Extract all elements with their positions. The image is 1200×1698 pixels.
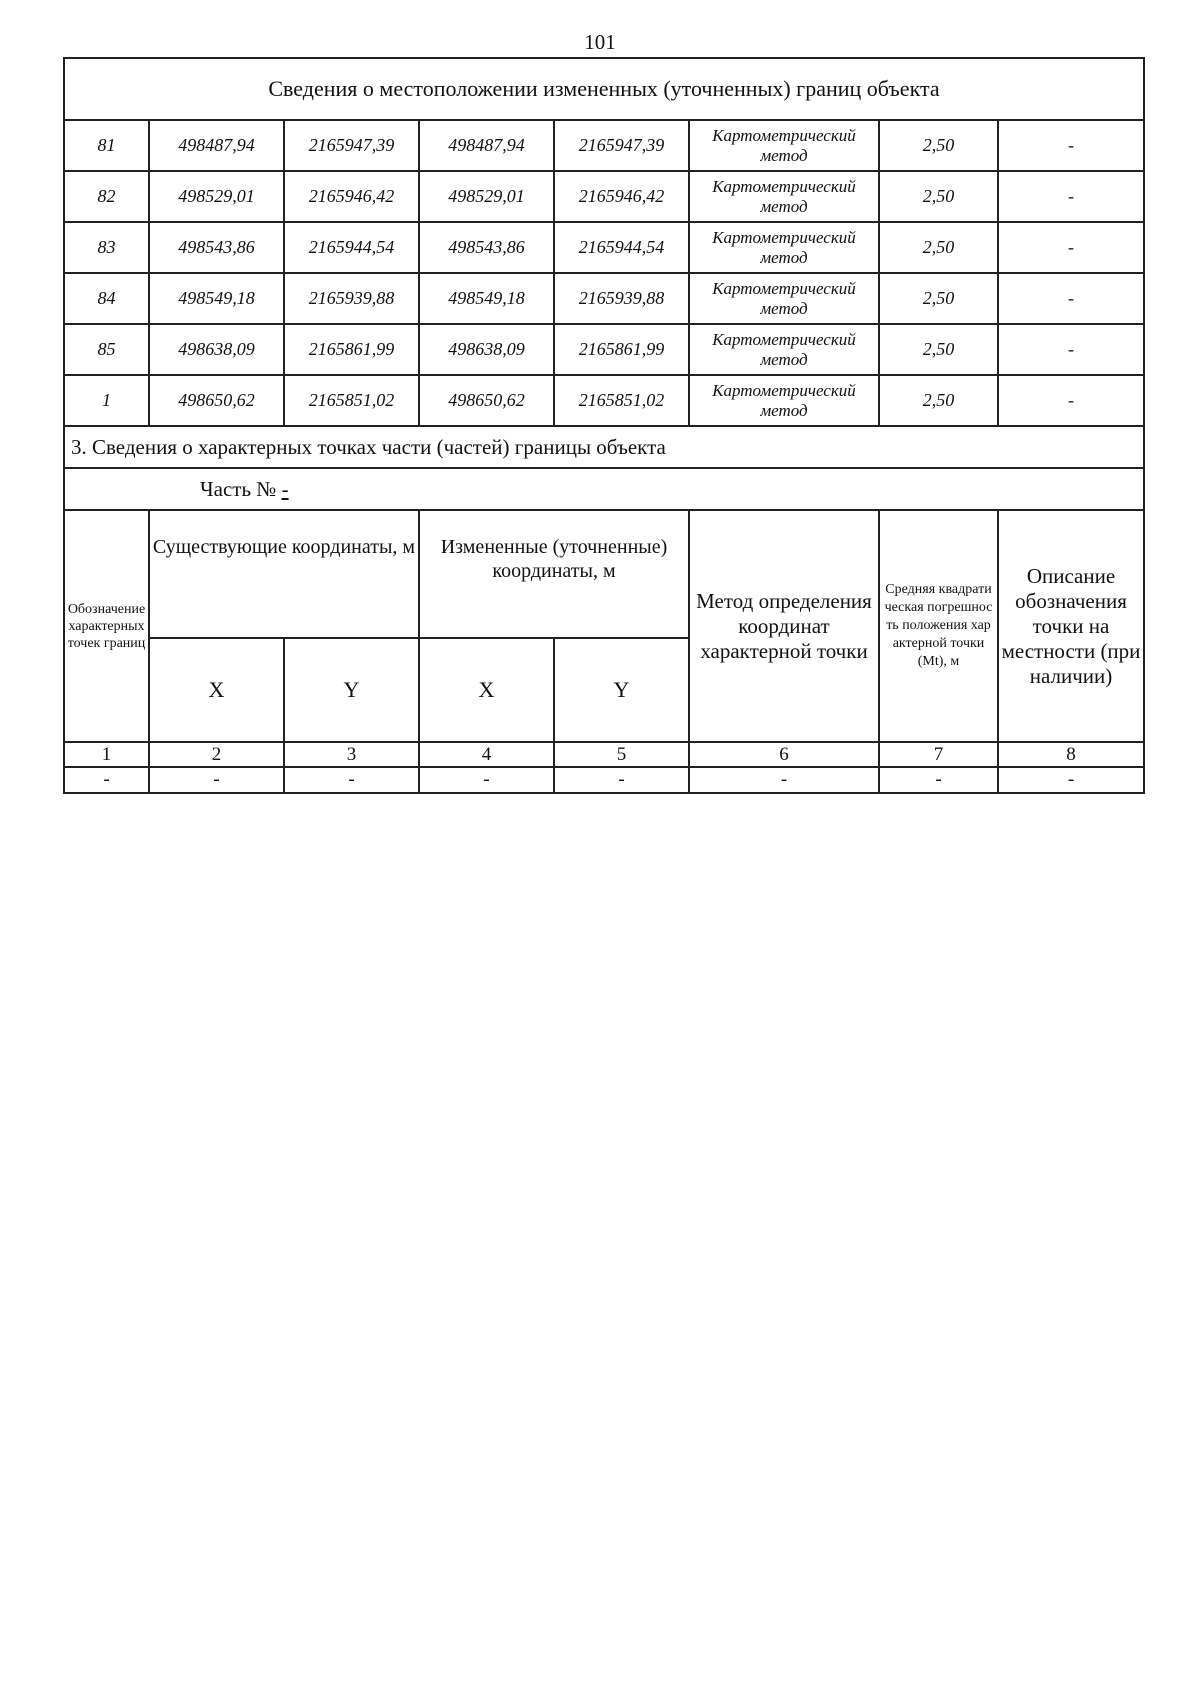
- column-number: 3: [284, 742, 419, 767]
- empty-cell: -: [149, 767, 284, 793]
- cell-method: Картометрический метод: [689, 273, 879, 324]
- cell-method: Картометрический метод: [689, 222, 879, 273]
- cell-changed-x: 498638,09: [419, 324, 554, 375]
- cell-changed-x: 498529,01: [419, 171, 554, 222]
- header-description: Описание обозначения точки на местности (при наличии): [998, 510, 1144, 742]
- cell-point-id: 85: [64, 324, 149, 375]
- part-row: [64, 468, 1144, 510]
- cell-existing-y: 2165939,88: [284, 273, 419, 324]
- empty-cell: -: [689, 767, 879, 793]
- table-row: [64, 171, 1144, 222]
- cell-description: -: [998, 375, 1144, 426]
- header-designation: Обозначение характерных точек границ: [64, 510, 149, 742]
- cell-changed-y: 2165939,88: [554, 273, 689, 324]
- cell-point-id: 83: [64, 222, 149, 273]
- cell-existing-y: 2165944,54: [284, 222, 419, 273]
- table-row: [64, 120, 1144, 171]
- cell-existing-x: 498638,09: [149, 324, 284, 375]
- cell-existing-y: 2165861,99: [284, 324, 419, 375]
- table-row: [64, 375, 1144, 426]
- part-value: -: [281, 476, 289, 501]
- table-row: [64, 324, 1144, 375]
- cell-changed-x: 498549,18: [419, 273, 554, 324]
- cell-changed-y: 2165947,39: [554, 120, 689, 171]
- header-existing-y: Y: [284, 638, 419, 742]
- cell-method: Картометрический метод: [689, 120, 879, 171]
- cell-point-id: 84: [64, 273, 149, 324]
- cell-existing-x: 498487,94: [149, 120, 284, 171]
- section-3-title: 3. Сведения о характерных точках части (частей) границы объекта: [64, 426, 1144, 468]
- cell-error: 2,50: [879, 120, 998, 171]
- page-number: 101: [584, 30, 616, 54]
- column-number: 7: [879, 742, 998, 767]
- column-number: 8: [998, 742, 1144, 767]
- cell-method: Картометрический метод: [689, 375, 879, 426]
- cell-description: -: [998, 222, 1144, 273]
- table-row: [64, 273, 1144, 324]
- cell-changed-x: 498650,62: [419, 375, 554, 426]
- coordinates-rows: [64, 120, 1144, 426]
- cell-existing-y: 2165851,02: [284, 375, 419, 426]
- cell-error: 2,50: [879, 171, 998, 222]
- column-number: 1: [64, 742, 149, 767]
- column-number: 6: [689, 742, 879, 767]
- header-existing-x: X: [149, 638, 284, 742]
- header-changed-y: Y: [554, 638, 689, 742]
- cell-changed-x: 498543,86: [419, 222, 554, 273]
- header-method: Метод определения координат характерной точки: [689, 510, 879, 742]
- part-label: Часть №: [200, 476, 277, 501]
- table-row: [64, 222, 1144, 273]
- empty-cell: -: [554, 767, 689, 793]
- empty-cell: -: [64, 767, 149, 793]
- column-number: 2: [149, 742, 284, 767]
- cell-existing-x: 498650,62: [149, 375, 284, 426]
- empty-cell: -: [879, 767, 998, 793]
- boundary-table: [63, 57, 1145, 794]
- cell-description: -: [998, 273, 1144, 324]
- cell-point-id: 82: [64, 171, 149, 222]
- cell-changed-y: 2165851,02: [554, 375, 689, 426]
- cell-description: -: [998, 324, 1144, 375]
- cell-existing-x: 498549,18: [149, 273, 284, 324]
- header-changed-x: X: [419, 638, 554, 742]
- empty-cell: -: [284, 767, 419, 793]
- empty-cell: -: [419, 767, 554, 793]
- cell-point-id: 81: [64, 120, 149, 171]
- cell-error: 2,50: [879, 324, 998, 375]
- header-changed: Измененные (уточненные) координаты, м: [419, 510, 689, 638]
- empty-cell: -: [998, 767, 1144, 793]
- empty-row: [64, 767, 1144, 793]
- table-banner: Сведения о местоположении измененных (уточненных) границ объекта: [64, 58, 1144, 120]
- cell-existing-x: 498529,01: [149, 171, 284, 222]
- cell-method: Картометрический метод: [689, 324, 879, 375]
- column-number: 4: [419, 742, 554, 767]
- header-error: Средняя квадратическая погрешность положения характерной точки (Mt), м: [879, 510, 998, 742]
- cell-changed-y: 2165861,99: [554, 324, 689, 375]
- cell-description: -: [998, 171, 1144, 222]
- header-existing: Существующие координаты, м: [149, 510, 419, 638]
- cell-changed-y: 2165944,54: [554, 222, 689, 273]
- cell-error: 2,50: [879, 375, 998, 426]
- cell-changed-y: 2165946,42: [554, 171, 689, 222]
- cell-existing-y: 2165946,42: [284, 171, 419, 222]
- cell-description: -: [998, 120, 1144, 171]
- cell-point-id: 1: [64, 375, 149, 426]
- cell-changed-x: 498487,94: [419, 120, 554, 171]
- cell-error: 2,50: [879, 273, 998, 324]
- cell-method: Картометрический метод: [689, 171, 879, 222]
- cell-existing-y: 2165947,39: [284, 120, 419, 171]
- cell-error: 2,50: [879, 222, 998, 273]
- cell-existing-x: 498543,86: [149, 222, 284, 273]
- column-numbers-row: [64, 742, 1144, 767]
- column-number: 5: [554, 742, 689, 767]
